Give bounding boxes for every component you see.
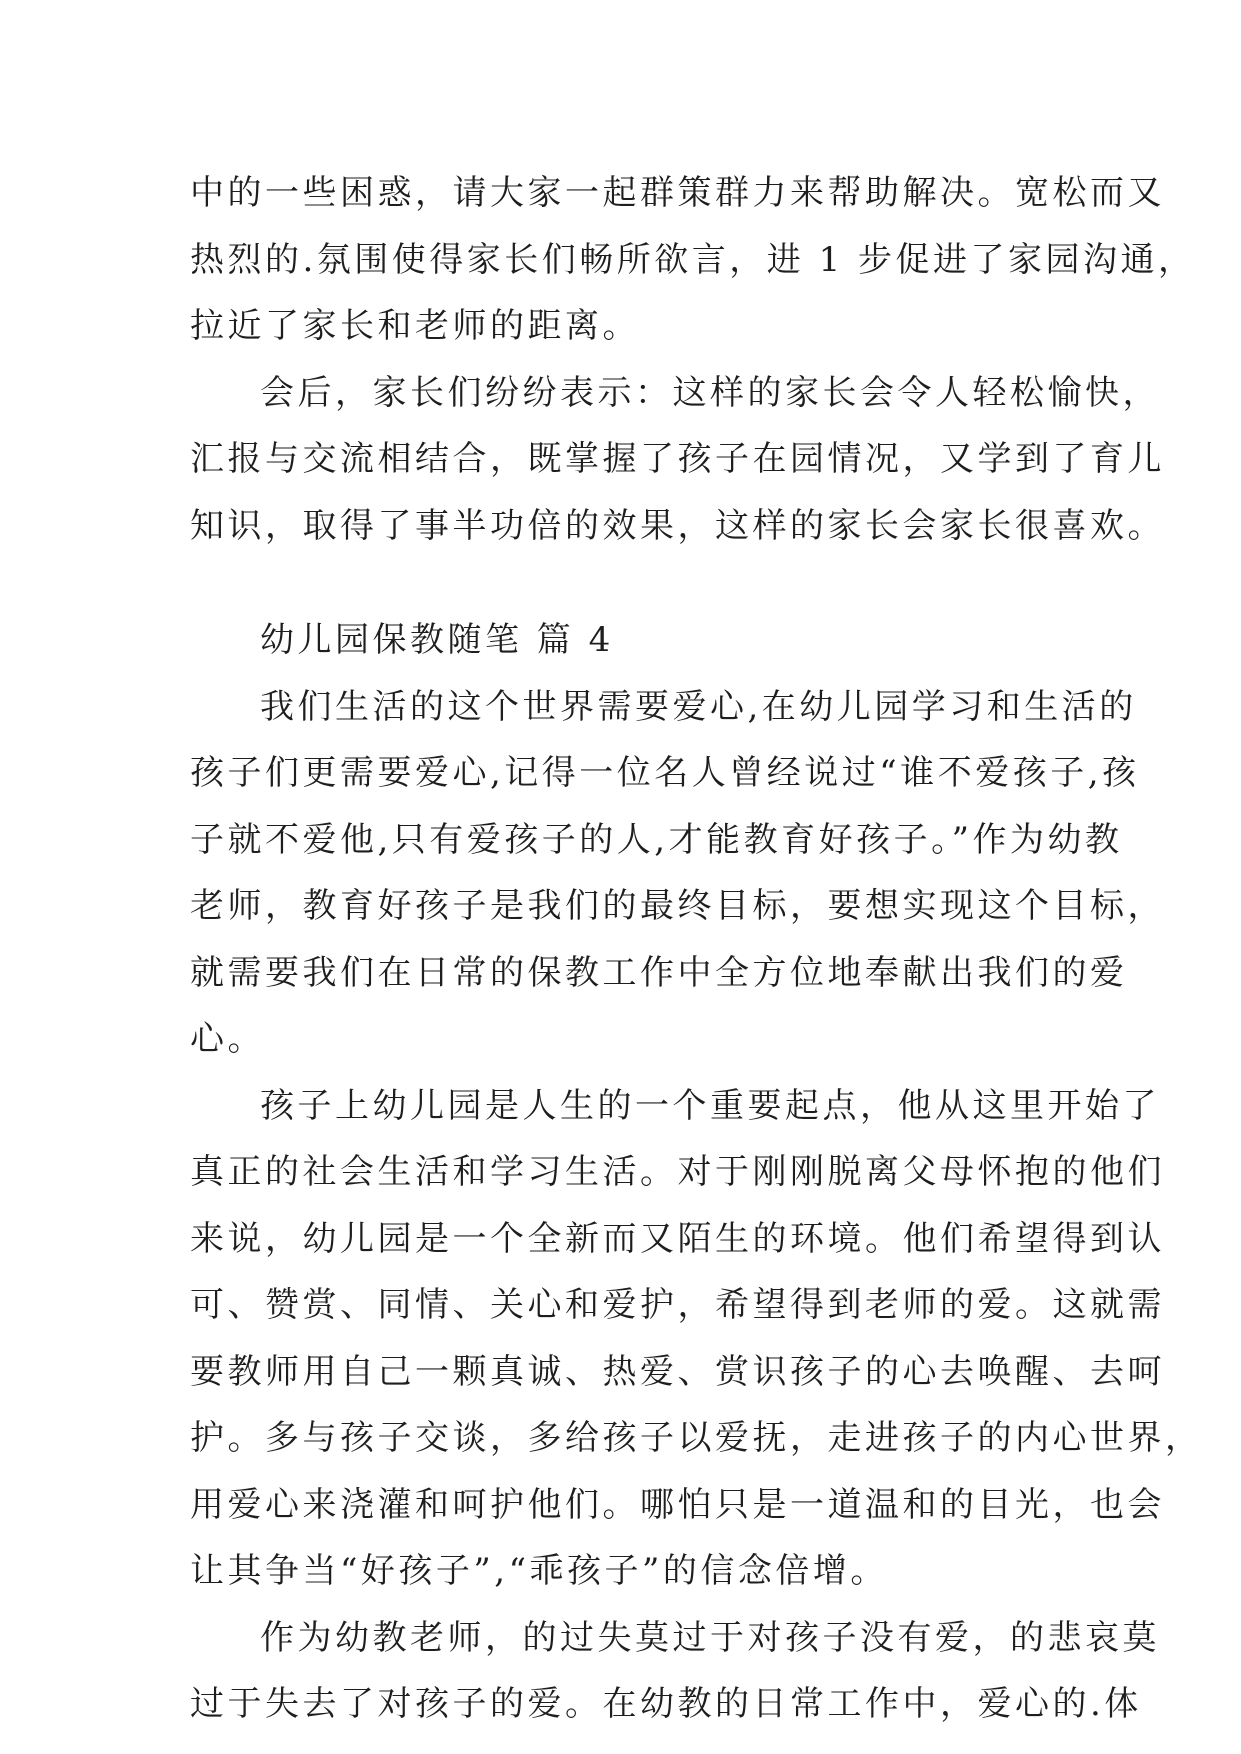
paragraph-teacher bbox=[190, 1605, 1160, 1738]
paragraph-starting-point bbox=[190, 1073, 1203, 1605]
text-line: 就需要我们在日常的保教工作中全方位地奉献出我们的爱 bbox=[190, 952, 1128, 993]
section-heading: 幼儿园保教随笔 篇 4 bbox=[260, 620, 614, 660]
text-line: 要教师用自己一颗真诚、热爱、赏识孩子的心去唤醒、去呵 bbox=[190, 1351, 1165, 1392]
text-line: 会后，家长们纷纷表示：这样的家长会令人轻松愉快， bbox=[260, 372, 1160, 413]
paragraph-continued bbox=[190, 160, 1196, 360]
text-line: 孩子们更需要爱心,记得一位名人曾经说过“谁不爱孩子,孩 bbox=[190, 753, 1140, 793]
text-line: 汇报与交流相结合，既掌握了孩子在园情况，又学到了育儿 bbox=[190, 439, 1165, 479]
text-line: 知识，取得了事半功倍的效果，这样的家长会家长很喜欢。 bbox=[190, 505, 1165, 546]
text-line: 护。多与孩子交谈，多给孩子以爱抚，走进孩子的内心世界， bbox=[190, 1418, 1203, 1458]
text-line: 心。 bbox=[190, 1019, 265, 1059]
text-line: 用爱心来浇灌和呵护他们。哪怕只是一道温和的目光，也会 bbox=[190, 1484, 1165, 1525]
text-line: 孩子上幼儿园是人生的一个重要起点，他从这里开始了 bbox=[260, 1085, 1160, 1126]
text-line: 我们生活的这个世界需要爱心,在幼儿园学习和生活的 bbox=[260, 686, 1137, 727]
text-line: 拉近了家长和老师的距离。 bbox=[190, 306, 640, 346]
section-spacer bbox=[190, 559, 1050, 607]
document-page bbox=[190, 160, 1203, 1738]
text-line: 可、赞赏、同情、关心和爱护，希望得到老师的爱。这就需 bbox=[190, 1285, 1165, 1325]
text-line: 热烈的.氛围使得家长们畅所欲言，进 1 步促进了家园沟通， bbox=[190, 239, 1196, 280]
text-line: 过于失去了对孩子的爱。在幼教的日常工作中，爱心的.体 bbox=[190, 1684, 1142, 1724]
paragraph-after-meeting bbox=[190, 360, 1165, 560]
text-line: 中的一些困惑，请大家一起群策群力来帮助解决。宽松而又 bbox=[190, 173, 1165, 213]
text-line: 来说，幼儿园是一个全新而又陌生的环境。他们希望得到认 bbox=[190, 1218, 1165, 1259]
paragraph-love-world bbox=[190, 674, 1165, 1073]
text-line: 作为幼教老师，的过失莫过于对孩子没有爱，的悲哀莫 bbox=[260, 1617, 1160, 1658]
text-line: 老师，教育好孩子是我们的最终目标，要想实现这个目标， bbox=[190, 886, 1165, 926]
text-line: 真正的社会生活和学习生活。对于刚刚脱离父母怀抱的他们 bbox=[190, 1152, 1165, 1192]
text-line: 让其争当“好孩子”,“乖孩子”的信念倍增。 bbox=[190, 1551, 888, 1591]
text-line: 子就不爱他,只有爱孩子的人,才能教育好孩子。”作为幼教 bbox=[190, 819, 1123, 860]
